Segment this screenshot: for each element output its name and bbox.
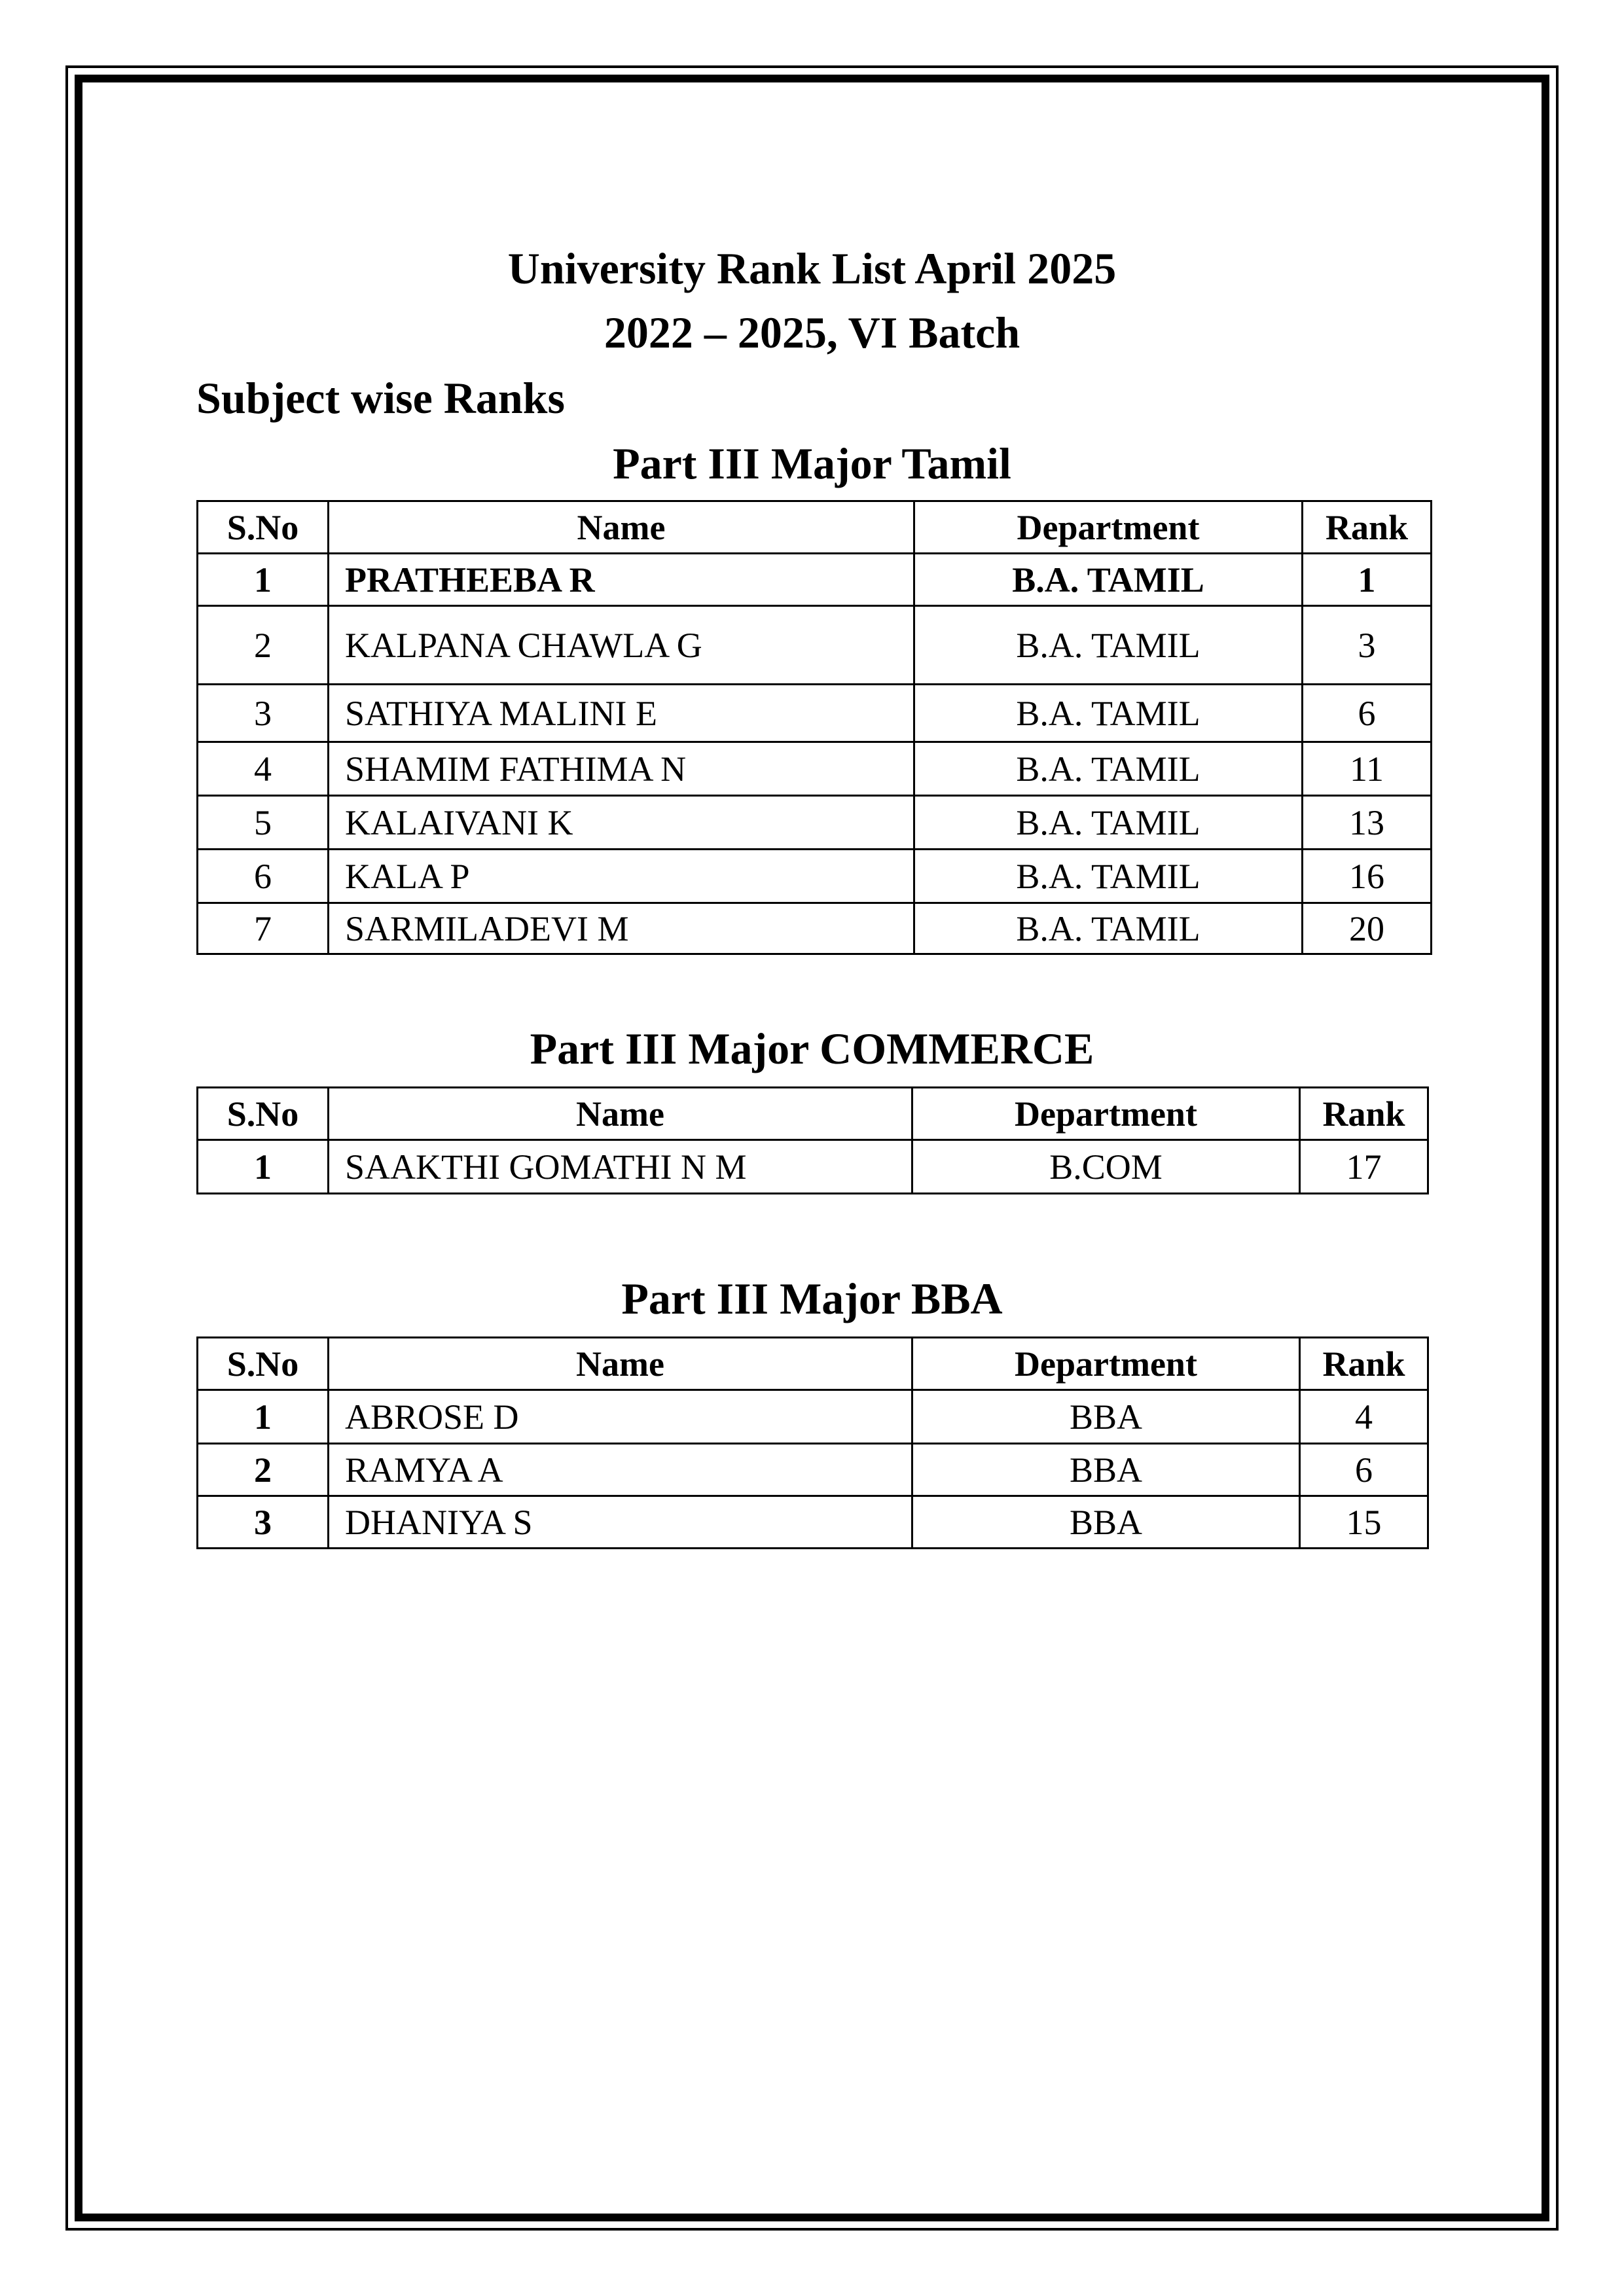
commerce-rank-table bbox=[196, 1086, 1429, 1194]
table-row bbox=[198, 796, 1432, 850]
rank-header: Rank bbox=[1303, 501, 1432, 554]
name-header: Name bbox=[329, 501, 914, 554]
name-cell: KALAIVANI K bbox=[329, 796, 914, 850]
table-row bbox=[198, 742, 1432, 796]
department-cell: B.A. TAMIL bbox=[914, 796, 1303, 850]
table-row bbox=[198, 1444, 1428, 1496]
sno-cell: 6 bbox=[198, 850, 329, 903]
rank-cell: 13 bbox=[1303, 796, 1432, 850]
department-header: Department bbox=[912, 1338, 1300, 1390]
table-row bbox=[198, 685, 1432, 742]
sno-header: S.No bbox=[198, 1338, 329, 1390]
rank-cell: 4 bbox=[1300, 1390, 1428, 1444]
sno-cell: 1 bbox=[198, 1390, 329, 1444]
department-cell: B.A. TAMIL bbox=[914, 742, 1303, 796]
department-cell: B.A. TAMIL bbox=[914, 903, 1303, 954]
rank-cell: 20 bbox=[1303, 903, 1432, 954]
rank-cell: 6 bbox=[1300, 1444, 1428, 1496]
name-header: Name bbox=[329, 1338, 912, 1390]
sno-cell: 4 bbox=[198, 742, 329, 796]
sno-cell: 3 bbox=[198, 685, 329, 742]
table-row bbox=[198, 606, 1432, 685]
sno-cell: 1 bbox=[198, 554, 329, 606]
name-cell: SARMILADEVI M bbox=[329, 903, 914, 954]
department-cell: BBA bbox=[912, 1444, 1300, 1496]
department-header: Department bbox=[912, 1088, 1300, 1140]
sno-cell: 3 bbox=[198, 1496, 329, 1549]
name-cell: DHANIYA S bbox=[329, 1496, 912, 1549]
table-row bbox=[198, 1496, 1428, 1549]
department-cell: B.A. TAMIL bbox=[914, 554, 1303, 606]
sno-cell: 2 bbox=[198, 1444, 329, 1496]
table-row bbox=[198, 554, 1432, 606]
department-cell: B.COM bbox=[912, 1140, 1300, 1194]
name-cell: SAAKTHI GOMATHI N M bbox=[329, 1140, 912, 1194]
table-row bbox=[198, 1140, 1428, 1194]
department-cell: BBA bbox=[912, 1496, 1300, 1549]
table-header-row bbox=[198, 1088, 1428, 1140]
department-cell: BBA bbox=[912, 1390, 1300, 1444]
subject-wise-heading: Subject wise Ranks bbox=[196, 373, 565, 423]
sno-cell: 5 bbox=[198, 796, 329, 850]
rank-cell: 1 bbox=[1303, 554, 1432, 606]
rank-header: Rank bbox=[1300, 1338, 1428, 1390]
table-row bbox=[198, 850, 1432, 903]
sno-header: S.No bbox=[198, 1088, 329, 1140]
sno-cell: 1 bbox=[198, 1140, 329, 1194]
bba-rank-table bbox=[196, 1336, 1429, 1549]
tamil-section-heading: Part III Major Tamil bbox=[613, 439, 1011, 488]
page-title: University Rank List April 2025 bbox=[507, 243, 1117, 293]
name-cell: ABROSE D bbox=[329, 1390, 912, 1444]
name-cell: KALPANA CHAWLA G bbox=[329, 606, 914, 685]
sno-cell: 2 bbox=[198, 606, 329, 685]
name-header: Name bbox=[329, 1088, 912, 1140]
bba-section-heading: Part III Major BBA bbox=[621, 1274, 1003, 1323]
batch-title: 2022 – 2025, VI Batch bbox=[604, 308, 1020, 357]
sno-cell: 7 bbox=[198, 903, 329, 954]
commerce-section-heading: Part III Major COMMERCE bbox=[530, 1024, 1094, 1073]
sno-header: S.No bbox=[198, 501, 329, 554]
rank-header: Rank bbox=[1300, 1088, 1428, 1140]
rank-cell: 6 bbox=[1303, 685, 1432, 742]
table-header-row bbox=[198, 1338, 1428, 1390]
name-cell: PRATHEEBA R bbox=[329, 554, 914, 606]
name-cell: SHAMIM FATHIMA N bbox=[329, 742, 914, 796]
name-cell: RAMYA A bbox=[329, 1444, 912, 1496]
department-cell: B.A. TAMIL bbox=[914, 606, 1303, 685]
department-header: Department bbox=[914, 501, 1303, 554]
rank-cell: 11 bbox=[1303, 742, 1432, 796]
name-cell: KALA P bbox=[329, 850, 914, 903]
name-cell: SATHIYA MALINI E bbox=[329, 685, 914, 742]
table-header-row bbox=[198, 501, 1432, 554]
department-cell: B.A. TAMIL bbox=[914, 685, 1303, 742]
table-row bbox=[198, 1390, 1428, 1444]
rank-cell: 17 bbox=[1300, 1140, 1428, 1194]
tamil-rank-table bbox=[196, 500, 1432, 955]
rank-cell: 16 bbox=[1303, 850, 1432, 903]
table-row bbox=[198, 903, 1432, 954]
rank-cell: 3 bbox=[1303, 606, 1432, 685]
department-cell: B.A. TAMIL bbox=[914, 850, 1303, 903]
rank-cell: 15 bbox=[1300, 1496, 1428, 1549]
